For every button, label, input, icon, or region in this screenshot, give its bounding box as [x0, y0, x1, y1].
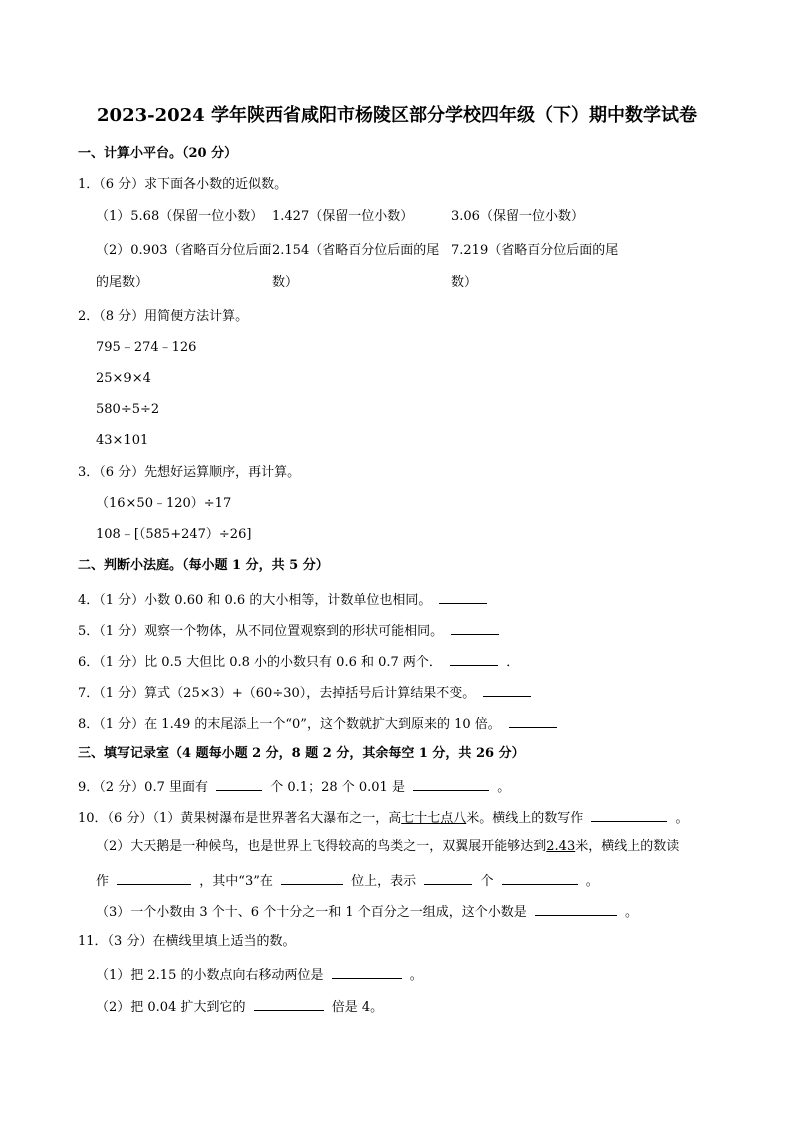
- question-6-text: 6．（1 分）比 0.5 大但比 0.8 小的小数只有 0.6 和 0.7 两个．: [78, 655, 442, 670]
- question-4: [78, 589, 491, 610]
- question-10-text: 米，横线上的数读: [575, 839, 680, 854]
- question-1-item-6: 7.219（省略百分位后面的尾: [451, 243, 619, 258]
- question-3-expr-1: （16×50﹣120）÷17: [96, 496, 232, 511]
- question-11-text: （1）把 2.15 的小数点向右移动两位是: [96, 968, 324, 983]
- question-1-item-6-cont: 数）: [451, 275, 478, 290]
- question-1-stem: 1．（6 分）求下面各小数的近似数。: [78, 177, 288, 192]
- section-heading-1: 一、计算小平台。（20 分）: [78, 146, 238, 161]
- question-11-stem: 11．（3 分）在横线里填上适当的数。: [78, 934, 296, 949]
- question-10-text: 位上，表示: [351, 874, 417, 889]
- question-10-line-4: [96, 901, 638, 922]
- answer-blank[interactable]: [281, 870, 343, 885]
- question-11-text: 。: [409, 968, 423, 983]
- question-6: [78, 651, 519, 672]
- question-10-text: （3）一个小数由 3 个十、6 个十分之一和 1 个百分之一组成，这个小数是: [96, 905, 527, 920]
- question-7-text: 7．（1 分）算式（25×3）+（60÷30），去掉括号后计算结果不变。: [78, 686, 476, 701]
- answer-blank[interactable]: [502, 870, 578, 885]
- question-10-text: 米。横线上的数写作: [466, 811, 584, 826]
- question-10-text: （2）大天鹅是一种候鸟，也是世界上飞得较高的鸟类之一，双翼展开能够达到: [96, 839, 547, 854]
- question-11-part-1: [96, 964, 423, 985]
- question-1-item-4: （2）0.903（省略百分位后面: [96, 243, 272, 258]
- answer-blank[interactable]: [413, 776, 489, 791]
- question-11-text: （2）把 0.04 扩大到它的: [96, 1000, 246, 1015]
- answer-blank[interactable]: [216, 776, 262, 791]
- question-10-line-2: [96, 838, 679, 856]
- question-7: [78, 682, 535, 703]
- question-2-expr-1: 795﹣274﹣126: [96, 340, 197, 355]
- question-9-part-2: 个 0.1；28 个 0.01 是: [270, 780, 405, 795]
- question-3-stem: 3．（6 分）先想好运算顺序，再计算。: [78, 465, 301, 480]
- question-10-text: 。: [625, 905, 639, 920]
- page-title: 2023-2024 学年陕西省咸阳市杨陵区部分学校四年级（下）期中数学试卷: [97, 105, 697, 126]
- section-heading-2: 二、判断小法庭。（每小题 1 分，共 5 分）: [78, 558, 329, 573]
- question-10-text: 个: [480, 874, 494, 889]
- question-2-expr-4: 43×101: [96, 433, 149, 448]
- answer-blank[interactable]: [591, 807, 667, 822]
- question-1-item-5-cont: 数）: [272, 275, 299, 290]
- underlined-number: 2.43: [546, 839, 576, 854]
- section-heading-3: 三、填写记录室（4 题每小题 2 分，8 题 2 分，其余每空 1 分，共 26 分）: [78, 746, 525, 761]
- question-10-text: 作: [96, 874, 110, 889]
- answer-blank[interactable]: [439, 589, 487, 604]
- question-10-text: 。: [585, 874, 599, 889]
- question-10-line-1: [78, 807, 689, 828]
- answer-blank[interactable]: [254, 996, 324, 1011]
- question-6-end: ．: [506, 655, 520, 670]
- question-11-part-2: [96, 996, 383, 1017]
- underlined-number: 七十七点八: [401, 811, 467, 826]
- question-1-item-2: 1.427（保留一位小数）: [272, 209, 414, 224]
- question-10-text: 。: [675, 811, 689, 826]
- question-1-item-4-cont: 的尾数）: [96, 275, 149, 290]
- question-9-part-1: 9．（2 分）0.7 里面有: [78, 780, 208, 795]
- question-2-stem: 2．（8 分）用简便方法计算。: [78, 309, 249, 324]
- question-8-text: 8．（1 分）在 1.49 的末尾添上一个“0”，这个数就扩大到原来的 10 倍。: [78, 717, 501, 732]
- question-1-item-1: （1）5.68（保留一位小数）: [96, 209, 264, 224]
- answer-blank[interactable]: [332, 964, 402, 979]
- question-1-item-3: 3.06（保留一位小数）: [451, 209, 584, 224]
- question-5: [78, 620, 503, 641]
- question-4-text: 4．（1 分）小数 0.60 和 0.6 的大小相等，计数单位也相同。: [78, 593, 432, 608]
- question-11-text: 倍是 4。: [331, 1000, 384, 1015]
- question-2-expr-3: 580÷5÷2: [96, 402, 160, 417]
- question-10-text: ，其中“3”在: [199, 874, 273, 889]
- answer-blank[interactable]: [483, 682, 531, 697]
- question-9-part-3: 。: [497, 780, 511, 795]
- answer-blank[interactable]: [424, 870, 472, 885]
- answer-blank[interactable]: [535, 901, 617, 916]
- question-8: [78, 713, 561, 734]
- answer-blank[interactable]: [450, 651, 498, 666]
- question-9: [78, 776, 510, 797]
- answer-blank[interactable]: [451, 620, 499, 635]
- question-3-expr-2: 108﹣[（585+247）÷26]: [96, 527, 252, 542]
- question-2-expr-2: 25×9×4: [96, 371, 151, 386]
- answer-blank[interactable]: [509, 713, 557, 728]
- question-5-text: 5．（1 分）观察一个物体，从不同位置观察到的形状可能相同。: [78, 624, 444, 639]
- question-1-item-5: 2.154（省略百分位后面的尾: [272, 243, 440, 258]
- question-10-line-3: [96, 870, 599, 891]
- question-10-text: 10．（6 分）（1）黄果树瀑布是世界著名大瀑布之一，高: [78, 811, 402, 826]
- answer-blank[interactable]: [117, 870, 191, 885]
